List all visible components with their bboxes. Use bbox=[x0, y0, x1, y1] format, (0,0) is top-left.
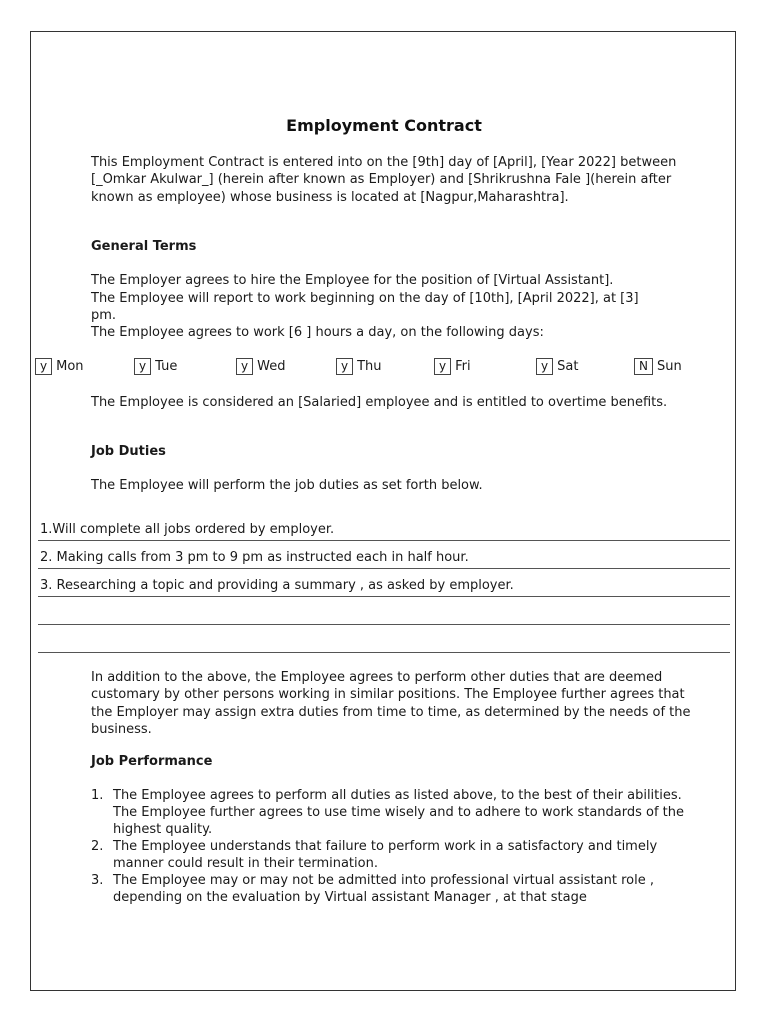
job-performance-heading: Job Performance bbox=[91, 754, 213, 769]
day-tue bbox=[134, 357, 177, 376]
duty-text: 1.Will complete all jobs ordered by employer. bbox=[40, 522, 335, 537]
list-text: The Employee may or may not be admitted into professional virtual assistant role , depending on the evaluation by Virtual assistant Manager , at that stage bbox=[113, 873, 654, 905]
duty-line-1[interactable] bbox=[38, 521, 730, 541]
day-label: Sat bbox=[557, 359, 579, 374]
day-checkbox[interactable]: y bbox=[134, 358, 151, 375]
day-thu bbox=[336, 357, 382, 376]
day-label: Mon bbox=[56, 359, 84, 374]
day-label: Tue bbox=[155, 359, 178, 374]
duty-line-3[interactable] bbox=[38, 577, 730, 597]
day-label: Sun bbox=[656, 359, 682, 374]
day-label: Thu bbox=[357, 359, 382, 374]
day-label: Fri bbox=[455, 359, 471, 374]
list-item bbox=[91, 838, 691, 872]
job-duties-heading: Job Duties bbox=[91, 444, 166, 459]
list-number: 2. bbox=[91, 839, 104, 854]
additional-duties-paragraph: In addition to the above, the Employee agrees to perform other duties that are deemed customary by other persons working in similar positions. The Employee further agrees that the Employer may assign extra duties from time to time, as determined by the needs of the business. bbox=[91, 670, 691, 738]
duty-text bbox=[38, 606, 40, 621]
duty-line-2[interactable] bbox=[38, 549, 730, 569]
day-checkbox[interactable]: N bbox=[634, 358, 653, 375]
day-checkbox[interactable]: y bbox=[35, 358, 52, 375]
salaried-paragraph: The Employee is considered an [Salaried] employee and is entitled to overtime benefits. bbox=[91, 395, 668, 410]
document-title: Employment Contract bbox=[286, 116, 482, 135]
duty-text: 2. Making calls from 3 pm to 9 pm as instructed each in half hour. bbox=[40, 550, 469, 565]
day-checkbox[interactable]: y bbox=[236, 358, 253, 375]
day-sun bbox=[634, 357, 682, 376]
list-text: The Employee agrees to perform all duties as listed above, to the best of their abilities. The Employee further agrees to use time wisely and to adhere to work standards of the highest quality. bbox=[113, 788, 685, 837]
list-item bbox=[91, 872, 691, 906]
general-terms-heading: General Terms bbox=[91, 239, 197, 254]
job-performance-list bbox=[91, 787, 691, 906]
day-fri bbox=[434, 357, 471, 376]
duty-text: 3. Researching a topic and providing a summary , as asked by employer. bbox=[40, 578, 514, 593]
day-checkbox[interactable]: y bbox=[336, 358, 353, 375]
day-mon bbox=[35, 357, 84, 376]
general-terms-line-3: The Employee agrees to work [6 ] hours a day, on the following days: bbox=[91, 325, 544, 340]
day-wed bbox=[236, 357, 285, 376]
list-text: The Employee understands that failure to perform work in a satisfactory and timely manner could result in their termination. bbox=[113, 839, 658, 871]
day-label: Wed bbox=[257, 359, 286, 374]
intro-paragraph: This Employment Contract is entered into on the [9th] day of [April], [Year 2022] between [_Omkar Akulwar_] (herein after known as Employer) and [Shrikrushna Fale ](herein after known as employee) whose business is located at [Nagpur,Maharashtra]. bbox=[91, 155, 677, 205]
list-item bbox=[91, 787, 691, 838]
duty-line-5[interactable] bbox=[38, 633, 730, 653]
general-terms-line-2: The Employee will report to work beginning on the day of [10th], [April 2022], at [3] pm. bbox=[91, 290, 639, 323]
list-number: 1. bbox=[91, 788, 104, 803]
day-sat bbox=[536, 357, 578, 376]
list-number: 3. bbox=[91, 873, 104, 888]
day-checkbox[interactable]: y bbox=[434, 358, 451, 375]
general-terms-line-1: The Employer agrees to hire the Employee for the position of [Virtual Assistant]. bbox=[91, 273, 614, 288]
duty-text bbox=[38, 634, 40, 649]
job-duties-intro: The Employee will perform the job duties as set forth below. bbox=[91, 478, 483, 493]
duty-line-4[interactable] bbox=[38, 605, 730, 625]
day-checkbox[interactable]: y bbox=[536, 358, 553, 375]
